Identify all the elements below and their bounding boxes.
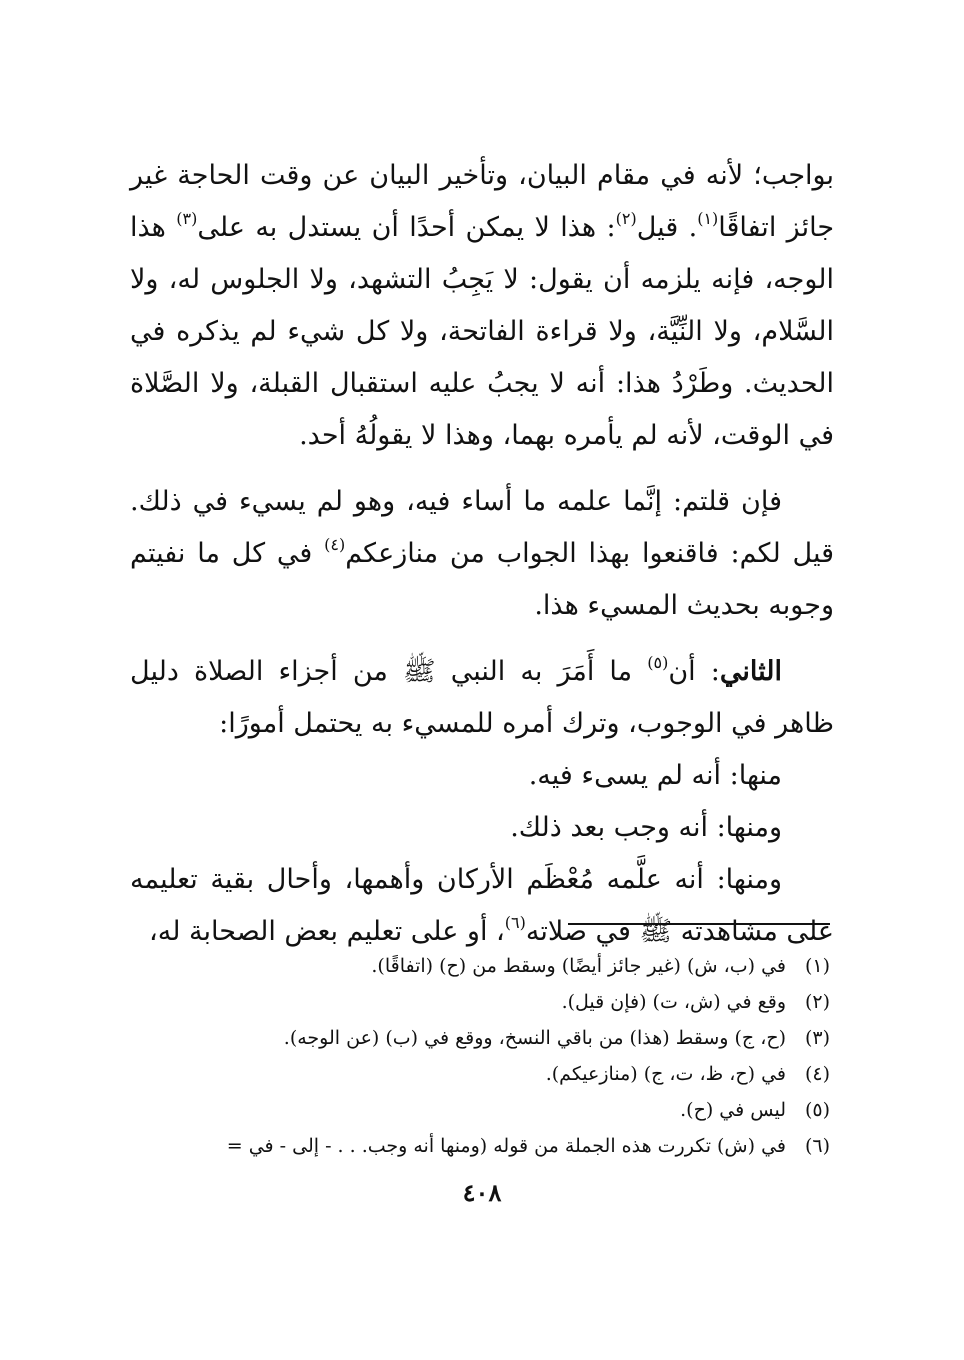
paragraph-text: : أن [668,656,720,687]
paragraph-text: هذا الوجه، فإنه يلزمه أن يقول: لا يَجِبُ التشهد، ولا الجلوس له، ولا السَّلام، ولا النِّيَّة، ولا قراءة الفاتحة، ولا كل شيء لم يذكره في الحديث. وطَرْدُ هذا: أنه لا يجبُ عليه استقبال القبلة، ولا الصَّلاة في الوقت، لأنه لم يأمره بهما، وهذا لا يقولُهُ أحد. [130,212,834,451]
footnote [130,1128,830,1164]
footnote-ref-2: (٢) [615,209,637,228]
footnote-number: (٤) [804,1063,830,1085]
paragraph-6 [130,854,834,958]
footnote-text: في (ب، ش) (غير جائز أيضًا) وسقط من (ح) (اتفاقًا). [371,955,786,977]
paragraph-3 [130,646,834,750]
paragraph-2 [130,476,834,632]
paragraph-4: منها: أنه لم يسىء فيه. [528,760,782,791]
footnote [130,1092,830,1128]
paragraph-text: : هذا لا يمكن أحدًا أن يستدل به على [197,212,616,243]
paragraph-text: ما أَمَرَ به النبي ﷺ من أجزاء الصلاة دليل ظاهر في الوجوب، وترك أمره للمسيء به يحتمل أمورًا: [130,656,834,739]
footnote-ref-6: (٦) [504,913,526,932]
footnote [130,1056,830,1092]
page-number: ٤٠٨ [462,1178,502,1207]
paragraph-lead-word: الثاني [719,656,782,687]
footnote-text: في (ش) تكررت هذه الجملة من قوله (ومنها أنه وجب. . . - إلى - في = [226,1135,786,1157]
footnote-text: وقع في (ش، ت) (فإن قيل). [561,991,786,1013]
footnote [130,1020,830,1056]
footnote-ref-3: (٣) [176,209,198,228]
footnote-number: (١) [804,955,830,977]
footnote-number: (٣) [804,1027,830,1049]
footnote-text: ليس في (ح). [680,1099,786,1121]
footnotes [130,948,830,1164]
footnote-ref-5: (٥) [647,653,669,672]
paragraph-text: ومنها: أنه علَّمه مُعْظَم الأركان وأهمها، وأحال بقية تعليمه على مشاهدته ﷺ في صلاته [130,864,834,947]
footnote-number: (٥) [804,1099,830,1121]
footnote-ref-1: (١) [697,209,719,228]
paragraph-text: في كل ما نفيتم وجوبه بحديث المسيء هذا. [130,538,834,621]
paragraph-text: . قيل [636,212,698,243]
footnote [130,948,830,984]
footnote-text: (ح، ج) وسقط (هذا) من باقي النسخ، ووقع في (ب) (عن الوجه). [283,1027,786,1049]
footnote-number: (٢) [804,991,830,1013]
paragraph-text: ، أو على تعليم بعض الصحابة له، [149,916,505,947]
footnote-separator [568,923,830,925]
footnote-text: في (ح، ظ، ت، ج) (منازعيكم). [545,1063,786,1085]
paragraph-text: بواجب؛ لأنه في مقام البيان، وتأخير البيان عن وقت الحاجة غير جائز اتفاقًا [130,160,835,243]
footnote-number: (٦) [804,1135,830,1157]
paragraph-text: فإن قلتم: إنَّما علمه ما أساء فيه، وهو لم يسيء في ذلك. قيل لكم: فاقنعوا بهذا الجواب من منازعكم [130,486,835,569]
paragraph-5: ومنها: أنه وجب بعد ذلك. [510,812,782,843]
footnote-ref-4: (٤) [324,535,346,554]
paragraph-1 [130,150,834,462]
footnote [130,984,830,1020]
main-text [130,150,834,958]
